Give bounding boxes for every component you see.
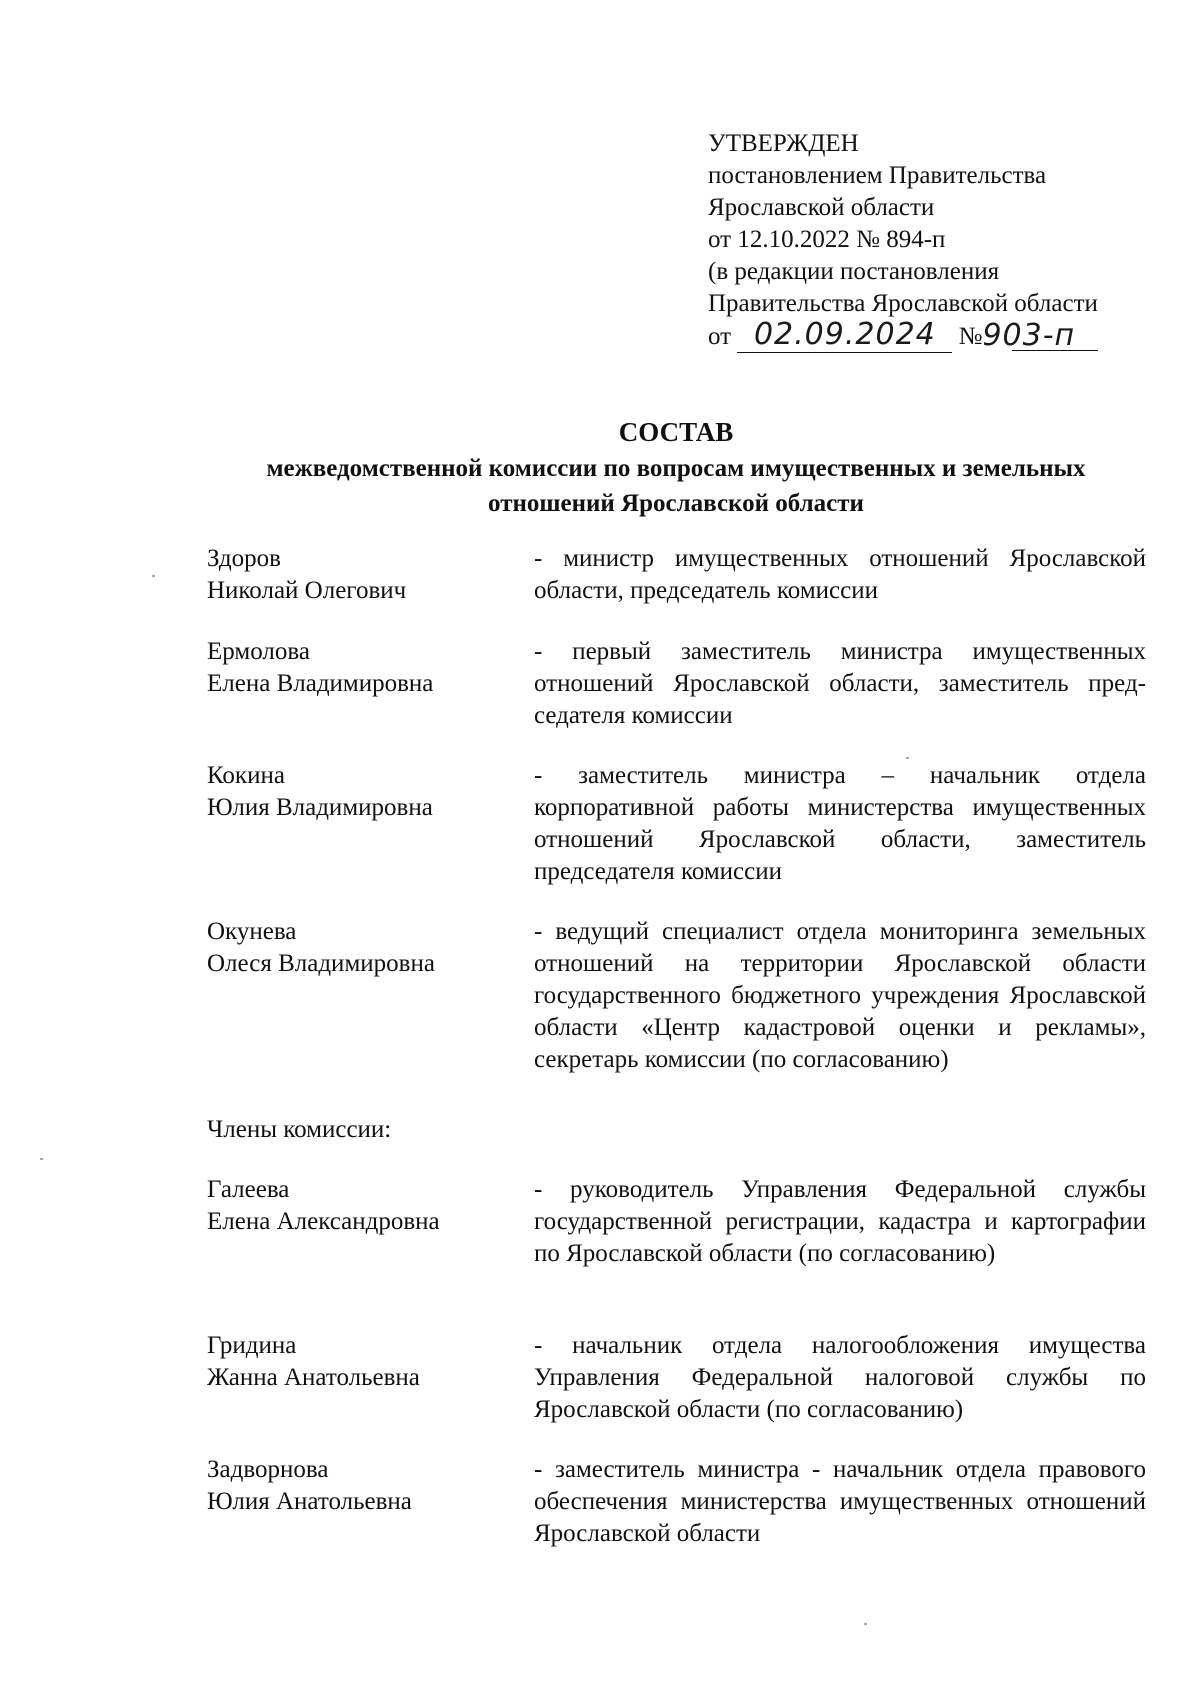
member-role: - министр имущественных отношений Ярославской области, председатель комиссии [534,545,1146,604]
member-given-names: Олеся Владимировна [207,950,435,977]
member-surname: Кокина [207,762,285,789]
scan-speck [152,575,155,577]
document-heading [150,414,1200,520]
approval-line: постановлением Правительства [708,162,1047,189]
document-subtitle-line-1: межведомственной комиссии по вопросам имущественных и земельных [266,455,1086,482]
scan-speck [864,1623,867,1625]
approval-line: Правительства Ярославской области [708,290,1098,317]
member-name [207,916,527,980]
approval-line: (в редакции постановления [708,258,1000,285]
member-given-names: Юлия Анатольевна [207,1488,412,1515]
approval-line: от 12.10.2022 № 894-п [708,226,946,253]
member-given-names: Елена Александровна [207,1208,440,1235]
number-prefix: № [958,323,983,350]
member-name [207,543,527,607]
approval-line: Ярославской области [708,194,935,221]
member-surname: Галеева [207,1176,290,1203]
approval-title: УТВЕРЖДЕН [708,130,859,157]
scan-speck [906,757,909,759]
member-given-names: Николай Олегович [207,577,407,604]
member-role: - первый заместитель министра имущественных отношений Ярославской области, заместитель председателя комиссии [534,638,1146,729]
handwritten-number: 903-п [982,318,1076,353]
member-role: - заместитель министра - начальник отдела правового обеспечения министерства имущественных отношений Ярославской области [534,1456,1146,1547]
member-role: - ведущий специалист отдела мониторинга земельных отношений на территории Ярославской области государственного бюджетного учреждения Ярославской области «Центр кадастровой оценки и рекламы», секретарь комиссии (по согласованию) [534,918,1146,1073]
approval-block [708,128,1168,353]
document-title: СОСТАВ [618,417,734,447]
member-surname: Ермолова [207,638,310,665]
member-name [207,1454,527,1518]
document-subtitle-line-2: отношений Ярославской области [488,490,864,517]
member-given-names: Елена Владимировна [207,670,434,697]
member-name [207,1330,527,1394]
member-surname: Гридина [207,1332,297,1359]
member-surname: Здоров [207,545,281,572]
member-name [207,636,527,700]
member-surname: Окунева [207,918,297,945]
member-given-names: Юлия Владимировна [207,794,433,821]
handwritten-number-field [982,318,1098,353]
member-role: - заместитель министра – начальник отдела корпоративной работы министерства имущественных отношений Ярославской области, заместитель председателя комиссии [534,762,1146,885]
handwritten-date: 02.09.2024 [753,317,936,352]
handwritten-date-field [737,317,952,353]
member-given-names: Жанна Анатольевна [207,1364,420,1391]
member-name [207,1174,527,1238]
member-role: - руководитель Управления Федеральной службы государственной регистрации, кадастра и картографии по Ярославской области (по согласованию) [534,1176,1146,1267]
approval-date-line [708,317,1168,353]
from-prefix: от [708,323,732,350]
scan-speck [40,1158,43,1160]
member-surname: Задворнова [207,1456,329,1483]
members-section-label: Члены комиссии: [207,1116,392,1143]
member-name [207,760,527,824]
member-role: - начальник отдела налогообложения имущества Управления Федеральной налоговой службы по Ярославской области (по согласованию) [534,1332,1146,1423]
